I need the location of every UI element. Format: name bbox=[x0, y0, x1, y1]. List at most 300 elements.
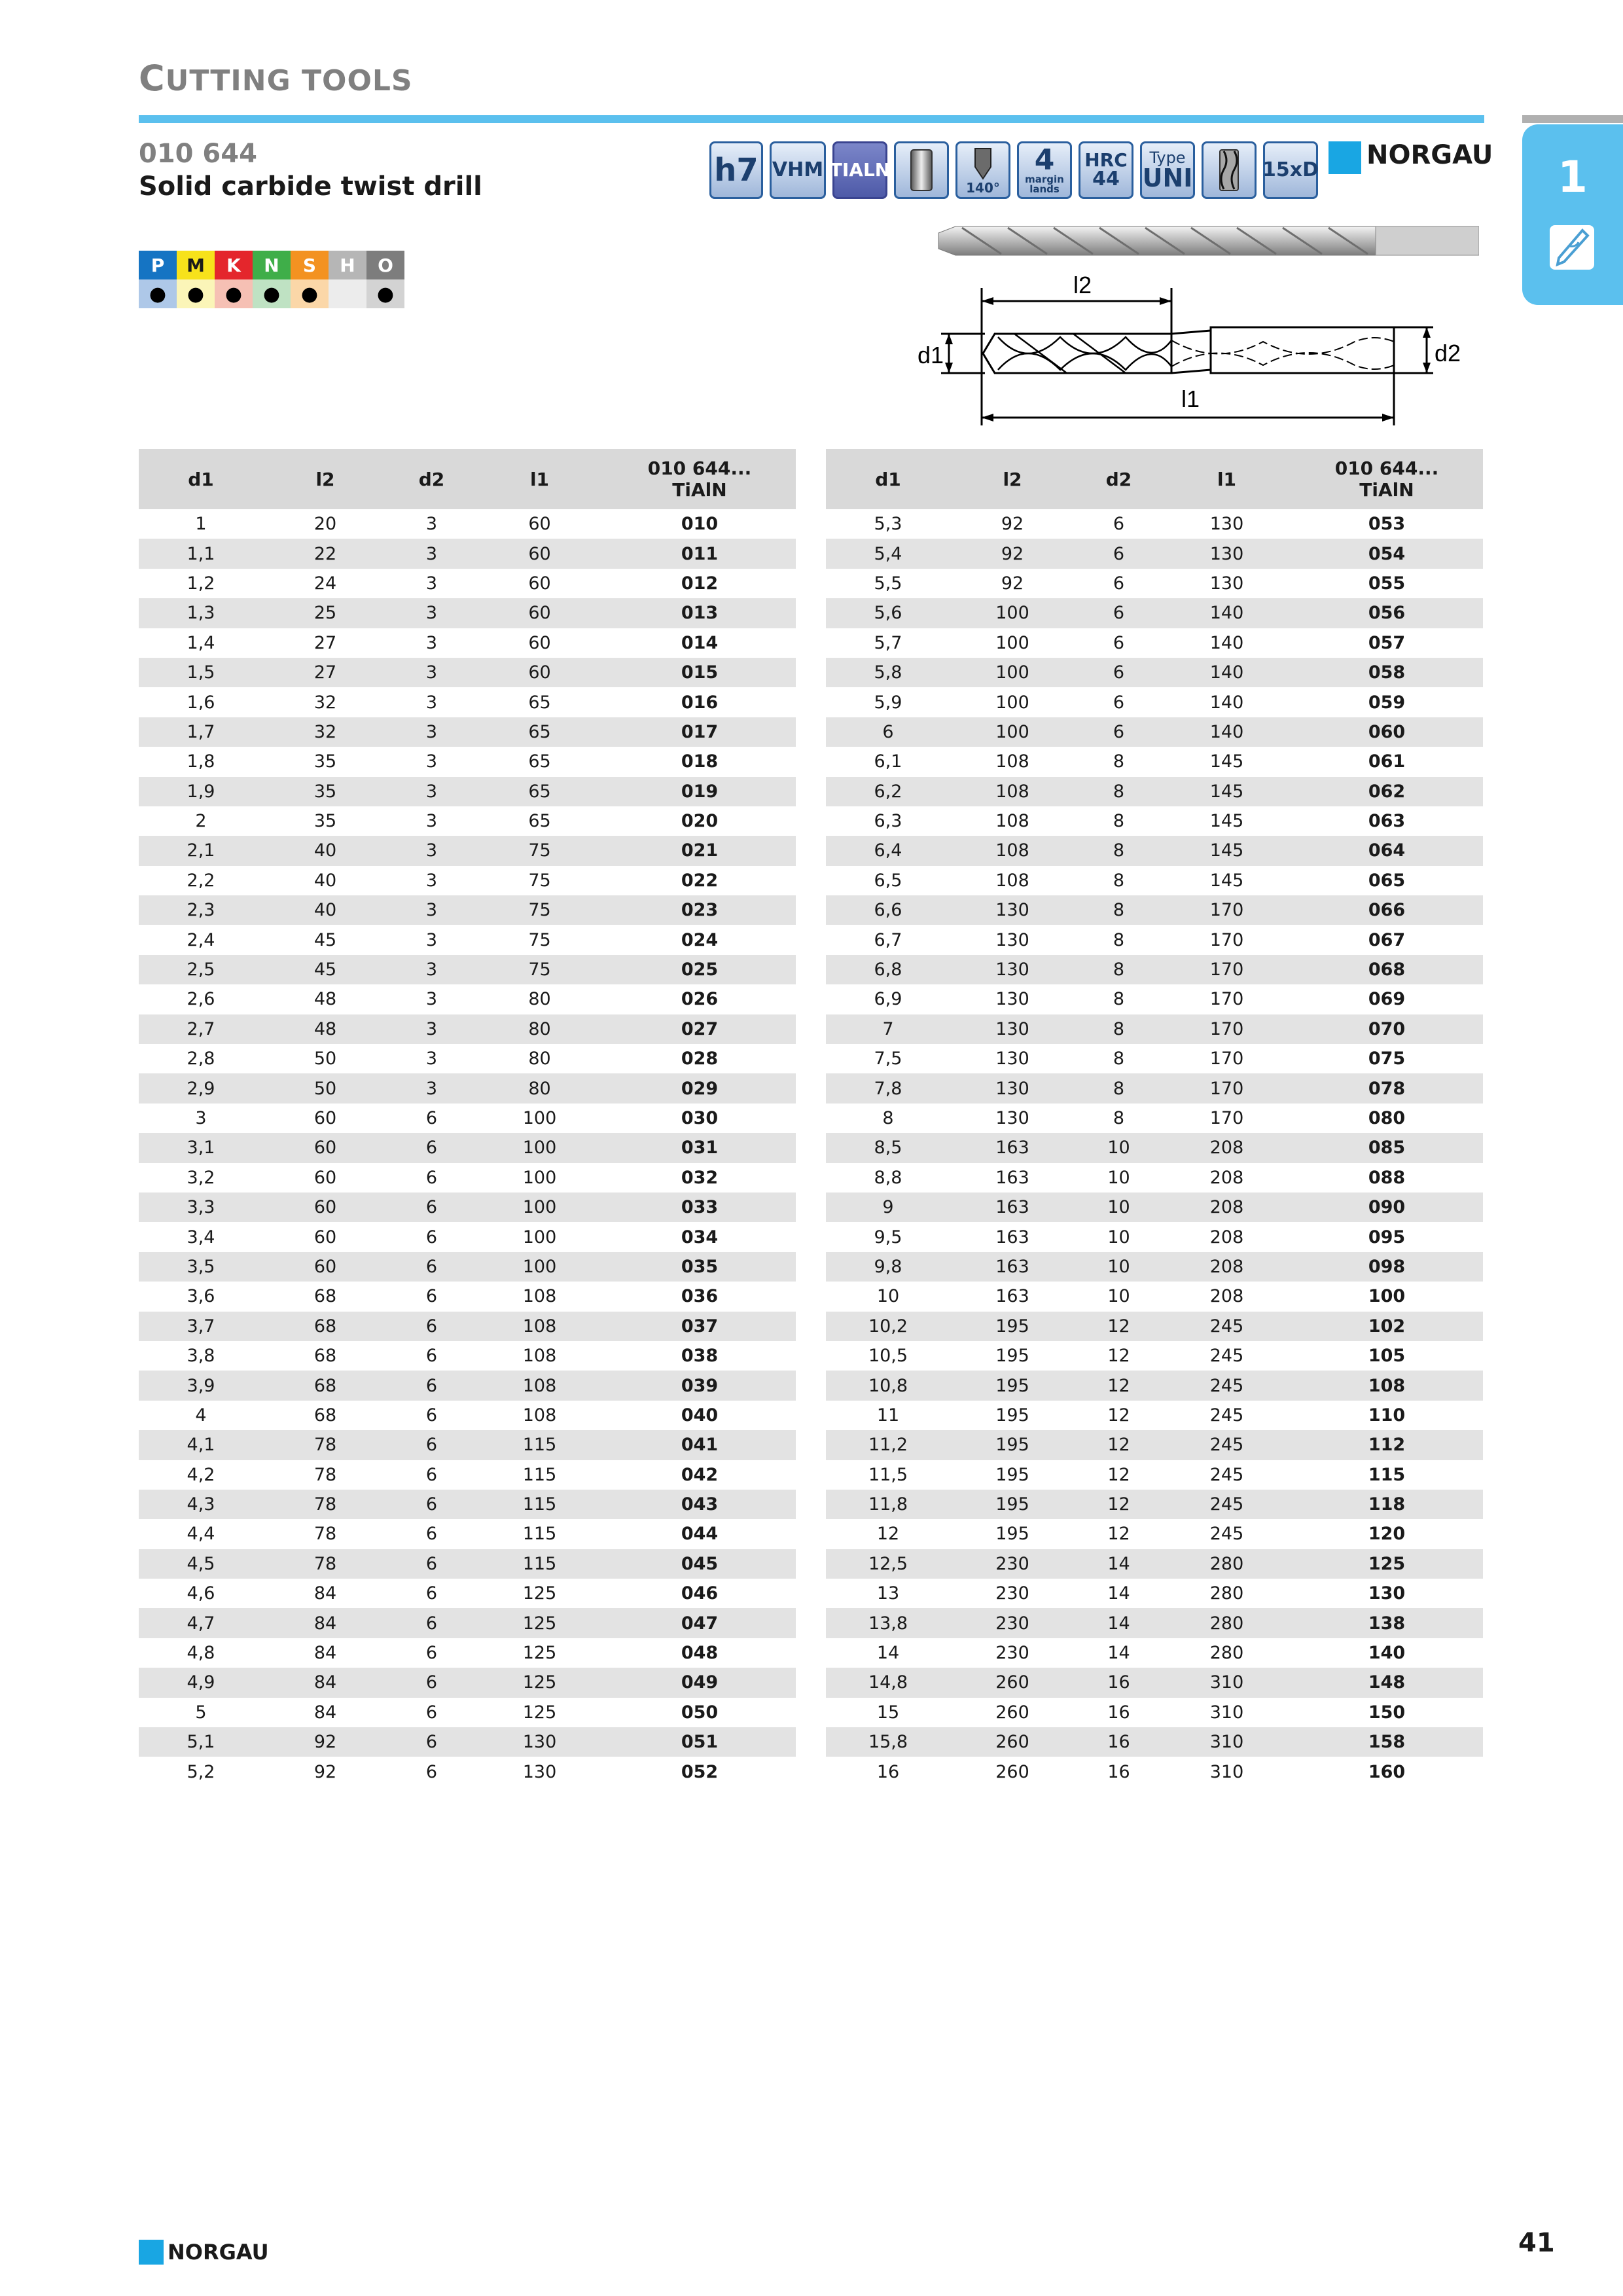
cell-l2: 92 bbox=[263, 1727, 387, 1757]
table-row bbox=[826, 955, 1483, 984]
cell-order-code: 011 bbox=[603, 539, 796, 568]
drill-shank-outline bbox=[1211, 327, 1394, 373]
cell-l1: 245 bbox=[1163, 1312, 1291, 1341]
cell-l2: 27 bbox=[313, 632, 337, 653]
cell-d1: 1,7 bbox=[139, 717, 263, 747]
table-row bbox=[826, 1133, 1483, 1162]
table-header-row bbox=[826, 449, 1483, 509]
table-row bbox=[139, 1282, 796, 1311]
cell-d2: 16 bbox=[1075, 1668, 1163, 1697]
cell-d2: 8 bbox=[1075, 1073, 1163, 1103]
cell-l1: 245 bbox=[1209, 1524, 1244, 1545]
page-number: 41 bbox=[1518, 2228, 1555, 2258]
cell-d2: 6 bbox=[425, 1286, 438, 1307]
cell-order-code: 102 bbox=[1291, 1312, 1483, 1341]
coolant-through-icon bbox=[1202, 141, 1257, 199]
table-row bbox=[826, 1312, 1483, 1341]
table-row bbox=[826, 1460, 1483, 1490]
cell-d2: 8 bbox=[1075, 895, 1163, 925]
cell-l1: 145 bbox=[1209, 870, 1244, 891]
cell-l1: 170 bbox=[1163, 895, 1291, 925]
material-suitability-dot: ● bbox=[291, 279, 329, 308]
cell-d1: 8,8 bbox=[874, 1167, 902, 1188]
cell-l1: 65 bbox=[528, 811, 551, 832]
cell-l2: 40 bbox=[313, 870, 337, 891]
table-row bbox=[826, 1757, 1483, 1786]
cell-order-code: 050 bbox=[681, 1702, 719, 1723]
table-row bbox=[139, 1163, 796, 1193]
table-row bbox=[826, 1282, 1483, 1311]
cell-order-code: 090 bbox=[1291, 1193, 1483, 1222]
section-title-rest: UTTING TOOLS bbox=[165, 64, 413, 98]
cell-d1: 6,2 bbox=[826, 777, 950, 806]
cell-l1: 140 bbox=[1209, 632, 1244, 653]
cell-d1: 1,5 bbox=[139, 658, 263, 687]
cell-d2: 3 bbox=[425, 1049, 438, 1069]
material-suitability-dot: ● bbox=[253, 279, 291, 308]
cell-d1: 10,5 bbox=[868, 1346, 908, 1367]
cell-d2: 3 bbox=[387, 836, 476, 865]
cell-d1: 2,1 bbox=[139, 836, 263, 865]
material-group-k: K bbox=[215, 251, 253, 279]
cell-l2: 100 bbox=[950, 598, 1075, 628]
vhm-material-icon bbox=[770, 141, 826, 199]
cell-l1: 130 bbox=[1163, 539, 1291, 568]
table-row bbox=[139, 984, 796, 1014]
cell-l1: 145 bbox=[1209, 751, 1244, 772]
cell-order-code: 110 bbox=[1368, 1405, 1406, 1426]
cell-order-code: 066 bbox=[1291, 895, 1483, 925]
header-code-line1: 010 644... bbox=[647, 457, 752, 479]
cell-l1: 125 bbox=[476, 1668, 603, 1697]
cell-order-code: 020 bbox=[681, 811, 719, 832]
cell-order-code: 037 bbox=[603, 1312, 796, 1341]
table-row bbox=[139, 747, 796, 776]
cell-order-code: 067 bbox=[1368, 929, 1406, 950]
header-code-line1: 010 644... bbox=[1334, 457, 1439, 479]
cell-order-code: 012 bbox=[681, 573, 719, 594]
cell-l2: 32 bbox=[313, 692, 337, 713]
cell-l1: 60 bbox=[476, 539, 603, 568]
cell-d2: 3 bbox=[387, 1073, 476, 1103]
coolant-channel-icon bbox=[1209, 147, 1249, 193]
cell-d2: 12 bbox=[1107, 1524, 1130, 1545]
table-row bbox=[139, 1103, 796, 1133]
cell-d2: 6 bbox=[387, 1668, 476, 1697]
cell-l1: 100 bbox=[476, 1252, 603, 1282]
product-name: Solid carbide twist drill bbox=[139, 171, 482, 202]
cell-d2: 12 bbox=[1075, 1371, 1163, 1400]
cell-l1: 125 bbox=[522, 1643, 557, 1664]
header-l2: l2 bbox=[263, 449, 387, 509]
cell-order-code: 058 bbox=[1291, 658, 1483, 687]
table-row bbox=[139, 1312, 796, 1341]
cell-d1: 15 bbox=[876, 1702, 900, 1723]
cell-l2: 68 bbox=[263, 1371, 387, 1400]
drill-tip-icon bbox=[963, 147, 1003, 181]
table-row bbox=[826, 836, 1483, 865]
cell-d2: 6 bbox=[1075, 717, 1163, 747]
cell-d1: 1,9 bbox=[139, 777, 263, 806]
table-row bbox=[139, 1371, 796, 1400]
cell-l2: 163 bbox=[950, 1133, 1075, 1162]
cell-d1: 9 bbox=[826, 1193, 950, 1222]
cell-l2: 195 bbox=[995, 1464, 1029, 1485]
table-row bbox=[139, 1193, 796, 1222]
cell-d1: 4 bbox=[195, 1405, 207, 1426]
shank-cylinder-icon bbox=[902, 147, 941, 193]
cell-order-code: 056 bbox=[1291, 598, 1483, 628]
table-row bbox=[139, 1727, 796, 1757]
drill-photo bbox=[936, 223, 1479, 259]
tolerance-label: h7 bbox=[714, 152, 758, 188]
cell-order-code: 138 bbox=[1291, 1608, 1483, 1638]
cell-d1: 14 bbox=[876, 1643, 900, 1664]
cell-l2: 100 bbox=[995, 632, 1029, 653]
cell-d2: 16 bbox=[1075, 1727, 1163, 1757]
cell-l2: 60 bbox=[263, 1193, 387, 1222]
cell-d2: 3 bbox=[425, 751, 438, 772]
table-row bbox=[826, 687, 1483, 717]
cell-d1: 3,6 bbox=[187, 1286, 215, 1307]
cell-l1: 100 bbox=[476, 1193, 603, 1222]
cell-order-code: 061 bbox=[1368, 751, 1406, 772]
cell-l1: 170 bbox=[1163, 955, 1291, 984]
cell-d2: 3 bbox=[387, 539, 476, 568]
cell-order-code: 031 bbox=[603, 1133, 796, 1162]
cell-l2: 100 bbox=[995, 692, 1029, 713]
cell-l2: 130 bbox=[995, 1108, 1029, 1128]
cell-l1: 100 bbox=[522, 1167, 557, 1188]
cell-order-code: 148 bbox=[1291, 1668, 1483, 1697]
table-row bbox=[826, 777, 1483, 806]
cell-l1: 60 bbox=[528, 514, 551, 535]
header-d2: d2 bbox=[1075, 449, 1163, 509]
cell-order-code: 064 bbox=[1291, 836, 1483, 865]
table-row bbox=[826, 925, 1483, 954]
table-row bbox=[826, 1014, 1483, 1044]
cell-l2: 230 bbox=[995, 1643, 1029, 1664]
cell-d1: 5,5 bbox=[874, 573, 902, 594]
table-row bbox=[139, 598, 796, 628]
hrc-value: 44 bbox=[1092, 168, 1120, 190]
cell-l2: 260 bbox=[950, 1727, 1075, 1757]
material-dot-row bbox=[139, 279, 404, 308]
cell-order-code: 019 bbox=[603, 777, 796, 806]
cell-order-code: 085 bbox=[1291, 1133, 1483, 1162]
table-row bbox=[139, 866, 796, 895]
material-suitability-dot: ● bbox=[366, 279, 404, 308]
cell-d1: 4,6 bbox=[187, 1583, 215, 1604]
cell-d1: 2,9 bbox=[139, 1073, 263, 1103]
material-group-o: O bbox=[366, 251, 404, 279]
header-l1: l1 bbox=[1163, 449, 1291, 509]
cell-d2: 8 bbox=[1113, 870, 1125, 891]
cell-order-code: 010 bbox=[681, 514, 719, 535]
cell-order-code: 063 bbox=[1368, 811, 1406, 832]
cell-l1: 100 bbox=[522, 1227, 557, 1247]
cell-l2: 163 bbox=[995, 1167, 1029, 1188]
cell-d1: 3,3 bbox=[139, 1193, 263, 1222]
cell-order-code: 140 bbox=[1368, 1643, 1406, 1664]
cell-order-code: 029 bbox=[603, 1073, 796, 1103]
table-row bbox=[826, 1222, 1483, 1251]
cell-order-code: 024 bbox=[681, 929, 719, 950]
table-body-right bbox=[826, 509, 1483, 1787]
size-table-right bbox=[826, 449, 1483, 1787]
material-group-h: H bbox=[329, 251, 366, 279]
cell-l1: 75 bbox=[476, 836, 603, 865]
cell-d1: 1,1 bbox=[139, 539, 263, 568]
cell-d1: 4,7 bbox=[139, 1608, 263, 1638]
cell-d2: 8 bbox=[1113, 1049, 1125, 1069]
cell-l1: 100 bbox=[476, 1133, 603, 1162]
cell-order-code: 013 bbox=[603, 598, 796, 628]
cell-l2: 84 bbox=[313, 1702, 337, 1723]
cell-l2: 195 bbox=[950, 1371, 1075, 1400]
cell-d2: 6 bbox=[1075, 598, 1163, 628]
table-row bbox=[826, 1549, 1483, 1579]
cell-d1: 7,5 bbox=[874, 1049, 902, 1069]
cell-l2: 260 bbox=[995, 1761, 1029, 1782]
cell-d1: 2,4 bbox=[187, 929, 215, 950]
cell-d2: 3 bbox=[387, 895, 476, 925]
cell-order-code: 023 bbox=[603, 895, 796, 925]
cell-d1: 11,5 bbox=[868, 1464, 908, 1485]
table-row bbox=[139, 1341, 796, 1371]
table-row bbox=[139, 1252, 796, 1282]
cell-l1: 108 bbox=[476, 1312, 603, 1341]
cell-d2: 6 bbox=[387, 1193, 476, 1222]
table-row bbox=[139, 1757, 796, 1786]
material-group-p: P bbox=[139, 251, 177, 279]
cell-l1: 140 bbox=[1209, 692, 1244, 713]
table-row bbox=[139, 1430, 796, 1460]
cell-l2: 60 bbox=[313, 1167, 337, 1188]
cell-d2: 6 bbox=[425, 1583, 438, 1604]
header-l2: l2 bbox=[950, 449, 1075, 509]
cell-l2: 45 bbox=[313, 929, 337, 950]
cell-d1: 6,5 bbox=[874, 870, 902, 891]
table-row bbox=[826, 598, 1483, 628]
cell-order-code: 158 bbox=[1291, 1727, 1483, 1757]
cell-d2: 6 bbox=[1113, 514, 1125, 535]
cell-order-code: 095 bbox=[1368, 1227, 1406, 1247]
material-group-s: S bbox=[291, 251, 329, 279]
table-row bbox=[826, 1698, 1483, 1727]
cell-l1: 208 bbox=[1209, 1227, 1244, 1247]
cell-d2: 6 bbox=[425, 1524, 438, 1545]
cell-l2: 195 bbox=[950, 1430, 1075, 1460]
cell-l1: 145 bbox=[1163, 777, 1291, 806]
cell-d1: 8,5 bbox=[826, 1133, 950, 1162]
cell-d2: 6 bbox=[425, 1464, 438, 1485]
cell-order-code: 108 bbox=[1291, 1371, 1483, 1400]
chapter-number: 1 bbox=[1558, 152, 1588, 202]
cell-d1: 4,5 bbox=[139, 1549, 263, 1579]
cell-d1: 10,2 bbox=[826, 1312, 950, 1341]
size-table-left bbox=[139, 449, 796, 1787]
table-row bbox=[139, 777, 796, 806]
cell-d1: 3,4 bbox=[187, 1227, 215, 1247]
cell-l2: 35 bbox=[313, 811, 337, 832]
table-row bbox=[139, 1668, 796, 1697]
cell-l1: 170 bbox=[1209, 1108, 1244, 1128]
cell-d1: 3 bbox=[195, 1108, 207, 1128]
table-row bbox=[139, 895, 796, 925]
cell-l2: 32 bbox=[263, 717, 387, 747]
cell-d1: 3,5 bbox=[139, 1252, 263, 1282]
cell-l1: 80 bbox=[528, 989, 551, 1010]
cell-l2: 230 bbox=[950, 1549, 1075, 1579]
cell-order-code: 043 bbox=[603, 1490, 796, 1519]
label-l2: l2 bbox=[1073, 272, 1092, 298]
table-row bbox=[139, 1490, 796, 1519]
cell-d1: 11,8 bbox=[826, 1490, 950, 1519]
table-row bbox=[826, 1727, 1483, 1757]
cell-d1: 4,9 bbox=[139, 1668, 263, 1697]
cell-d2: 3 bbox=[387, 1014, 476, 1044]
table-row bbox=[826, 984, 1483, 1014]
table-row bbox=[139, 1044, 796, 1073]
cell-d1: 6,1 bbox=[874, 751, 902, 772]
cell-l1: 280 bbox=[1209, 1643, 1244, 1664]
cell-order-code: 078 bbox=[1291, 1073, 1483, 1103]
cell-d2: 3 bbox=[425, 929, 438, 950]
cell-l1: 145 bbox=[1209, 811, 1244, 832]
cell-d2: 3 bbox=[387, 598, 476, 628]
section-title bbox=[139, 58, 413, 99]
table-row bbox=[826, 1401, 1483, 1430]
cell-d2: 6 bbox=[387, 1727, 476, 1757]
hrc-label: HRC bbox=[1084, 149, 1128, 171]
cell-l1: 130 bbox=[1209, 573, 1244, 594]
cell-order-code: 068 bbox=[1291, 955, 1483, 984]
cell-l2: 163 bbox=[950, 1193, 1075, 1222]
cell-l2: 260 bbox=[950, 1668, 1075, 1697]
cell-l2: 92 bbox=[950, 539, 1075, 568]
cell-d2: 6 bbox=[425, 1702, 438, 1723]
cell-l1: 108 bbox=[522, 1346, 557, 1367]
table-row bbox=[826, 866, 1483, 895]
label-d1: d1 bbox=[918, 342, 944, 368]
cell-l2: 78 bbox=[313, 1464, 337, 1485]
cell-d2: 16 bbox=[1107, 1702, 1130, 1723]
table-row bbox=[139, 836, 796, 865]
cell-order-code: 033 bbox=[603, 1193, 796, 1222]
cell-order-code: 062 bbox=[1291, 777, 1483, 806]
cell-d2: 6 bbox=[387, 1371, 476, 1400]
cell-d2: 6 bbox=[425, 1227, 438, 1247]
cell-order-code: 039 bbox=[603, 1371, 796, 1400]
cell-d1: 4,1 bbox=[139, 1430, 263, 1460]
table-row bbox=[139, 1519, 796, 1549]
cell-l2: 130 bbox=[950, 1014, 1075, 1044]
cell-l1: 80 bbox=[528, 1049, 551, 1069]
cell-l2: 40 bbox=[263, 895, 387, 925]
footer-brand: NORGAU bbox=[168, 2240, 269, 2265]
cell-l2: 78 bbox=[263, 1549, 387, 1579]
cell-d2: 10 bbox=[1107, 1227, 1130, 1247]
cell-d2: 3 bbox=[425, 632, 438, 653]
cell-d1: 4,2 bbox=[187, 1464, 215, 1485]
cell-l1: 125 bbox=[522, 1583, 557, 1604]
cell-l2: 260 bbox=[995, 1702, 1029, 1723]
cell-l2: 27 bbox=[263, 658, 387, 687]
cell-order-code: 035 bbox=[603, 1252, 796, 1282]
cell-l2: 92 bbox=[1001, 573, 1024, 594]
cell-l2: 108 bbox=[950, 777, 1075, 806]
cell-d2: 14 bbox=[1075, 1608, 1163, 1638]
cell-l1: 310 bbox=[1209, 1761, 1244, 1782]
cell-d2: 6 bbox=[425, 1761, 438, 1782]
cell-d2: 8 bbox=[1113, 1108, 1125, 1128]
footer-logo-square bbox=[139, 2240, 164, 2265]
material-label-row bbox=[139, 251, 404, 279]
margin-lands-icon bbox=[1017, 141, 1072, 199]
cell-d2: 14 bbox=[1107, 1583, 1130, 1604]
header-code-line2: TiAlN bbox=[1359, 479, 1414, 501]
cell-d1: 6,9 bbox=[874, 989, 902, 1010]
cell-l2: 20 bbox=[313, 514, 337, 535]
table-body-left bbox=[139, 509, 796, 1787]
cell-d1: 9,5 bbox=[874, 1227, 902, 1247]
table-row bbox=[826, 895, 1483, 925]
cell-order-code: 100 bbox=[1368, 1286, 1406, 1307]
cell-d2: 6 bbox=[387, 1490, 476, 1519]
table-row bbox=[139, 1222, 796, 1251]
table-row bbox=[139, 628, 796, 658]
table-row bbox=[139, 1073, 796, 1103]
drill-body-outline bbox=[983, 334, 1171, 373]
cell-l2: 130 bbox=[995, 929, 1029, 950]
material-suitability-dot: ● bbox=[215, 279, 253, 308]
table-row bbox=[139, 717, 796, 747]
cell-d2: 6 bbox=[425, 1643, 438, 1664]
cell-l1: 208 bbox=[1209, 1286, 1244, 1307]
header-divider bbox=[139, 115, 1484, 123]
cell-order-code: 088 bbox=[1368, 1167, 1406, 1188]
cell-l1: 125 bbox=[476, 1608, 603, 1638]
cell-l2: 40 bbox=[263, 836, 387, 865]
cell-l1: 310 bbox=[1163, 1668, 1291, 1697]
cell-l1: 245 bbox=[1209, 1464, 1244, 1485]
cell-d1: 6,7 bbox=[874, 929, 902, 950]
material-suitability-table bbox=[139, 251, 404, 308]
drill-pictogram-icon bbox=[1550, 225, 1594, 270]
cell-d2: 10 bbox=[1107, 1286, 1130, 1307]
cell-d1: 5,1 bbox=[139, 1727, 263, 1757]
table-row bbox=[139, 955, 796, 984]
cell-l1: 60 bbox=[476, 658, 603, 687]
cell-d1: 6 bbox=[826, 717, 950, 747]
cell-l2: 84 bbox=[313, 1583, 337, 1604]
cell-l1: 115 bbox=[476, 1490, 603, 1519]
cell-d1: 15,8 bbox=[826, 1727, 950, 1757]
table-row bbox=[826, 806, 1483, 836]
table-row bbox=[826, 1044, 1483, 1073]
cell-l2: 195 bbox=[950, 1490, 1075, 1519]
cell-order-code: 042 bbox=[681, 1464, 719, 1485]
cell-d1: 3,7 bbox=[139, 1312, 263, 1341]
cell-d2: 6 bbox=[1075, 539, 1163, 568]
cell-order-code: 034 bbox=[681, 1227, 719, 1247]
cell-order-code: 022 bbox=[681, 870, 719, 891]
table-row bbox=[139, 1460, 796, 1490]
cell-l1: 310 bbox=[1163, 1727, 1291, 1757]
cell-l2: 108 bbox=[995, 751, 1029, 772]
cell-d1: 14,8 bbox=[826, 1668, 950, 1697]
